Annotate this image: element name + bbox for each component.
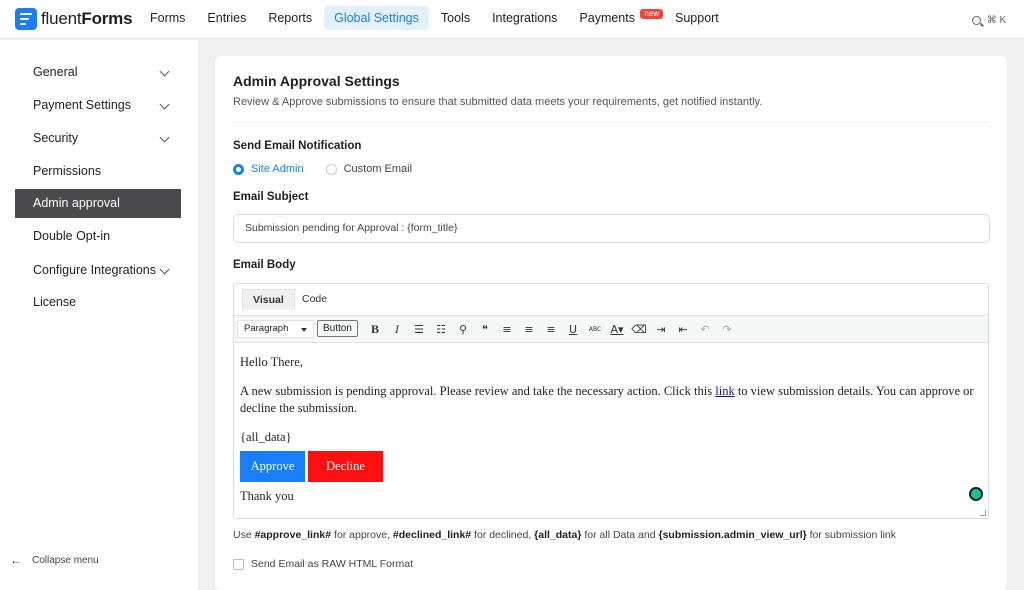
- bullet-list-icon[interactable]: ☰: [414, 322, 424, 336]
- chevron-down-icon: [160, 100, 170, 110]
- sidebar-item-label: Permissions: [33, 164, 102, 178]
- insert-button-button[interactable]: Button: [317, 320, 358, 337]
- sidebar-item-label: License: [33, 295, 77, 309]
- blockquote-icon[interactable]: ❝: [482, 322, 488, 336]
- sidebar-item-label: Payment Settings: [33, 98, 131, 112]
- underline-icon[interactable]: U: [568, 322, 578, 336]
- notification-radio-group: [233, 163, 434, 175]
- greeting-text: Hello There,: [240, 355, 303, 369]
- numbered-list-icon[interactable]: ☷: [436, 322, 446, 336]
- nav-payments-label: Payments: [579, 11, 635, 25]
- approval-buttons: [240, 451, 982, 482]
- editor-tabs: [234, 284, 988, 314]
- page-description: Review & Approve submissions to ensure that submitted data meets your requirements, get notified instantly.: [233, 96, 763, 108]
- approve-button[interactable]: Approve: [240, 451, 305, 482]
- sidebar-item-payment-settings[interactable]: [15, 91, 181, 120]
- collapse-menu-button[interactable]: [10, 553, 99, 567]
- sidebar-item-configure-integrations[interactable]: [15, 256, 181, 285]
- raw-html-label[interactable]: Send Email as RAW HTML Format: [251, 558, 414, 570]
- format-select[interactable]: Paragraph: [237, 320, 314, 338]
- grammarly-icon[interactable]: [969, 487, 983, 501]
- sidebar-item-label: Double Opt-in: [33, 229, 111, 243]
- decline-button[interactable]: Decline: [308, 451, 383, 482]
- strikethrough-icon[interactable]: ABC: [588, 325, 602, 333]
- fluentforms-logo-icon: [15, 8, 37, 30]
- custom-email-radio[interactable]: [326, 164, 337, 175]
- site-admin-radio[interactable]: [233, 164, 244, 175]
- brand-name: fluentForms: [41, 9, 133, 28]
- sidebar-item-label: General: [33, 65, 78, 79]
- sidebar-item-label: Admin approval: [33, 196, 120, 210]
- raw-html-option[interactable]: [233, 558, 413, 570]
- search-icon: [972, 16, 981, 25]
- sidebar-item-security[interactable]: [15, 124, 181, 153]
- site-admin-radio-label[interactable]: Site Admin: [251, 163, 304, 175]
- page-title: Admin Approval Settings: [233, 73, 400, 89]
- fluentforms-logo[interactable]: [15, 8, 132, 30]
- nav-tools[interactable]: Tools: [440, 11, 471, 25]
- resize-handle-icon[interactable]: [980, 510, 986, 516]
- top-navigation-bar: [0, 0, 1024, 39]
- clear-format-icon[interactable]: ⌫: [631, 322, 647, 336]
- undo-icon[interactable]: ↶: [700, 322, 710, 336]
- nav-global-settings[interactable]: Global Settings: [324, 6, 429, 30]
- sidebar-item-permissions[interactable]: [15, 157, 181, 186]
- notification-label: Send Email Notification: [233, 140, 362, 152]
- toolbar-icons: [364, 316, 738, 342]
- sidebar-item-label: Security: [33, 131, 79, 145]
- chevron-down-icon: [160, 133, 170, 143]
- italic-icon[interactable]: I: [395, 321, 399, 336]
- tab-code[interactable]: Code: [302, 293, 328, 305]
- arrow-left-icon: ←: [10, 553, 22, 567]
- email-body-label: Email Body: [233, 259, 296, 271]
- chevron-down-icon: [160, 67, 170, 77]
- collapse-menu-label: Collapse menu: [32, 554, 99, 566]
- text-color-icon[interactable]: A▾: [610, 322, 624, 336]
- chevron-down-icon: [160, 265, 170, 275]
- align-left-icon[interactable]: ≡: [502, 322, 512, 336]
- body-paragraph: A new submission is pending approval. Please review and take the necessary action. Click this link to view submission details. You can approve or decline the submission.: [240, 384, 974, 415]
- tab-visual[interactable]: Visual: [242, 289, 295, 310]
- sidebar-item-admin-approval[interactable]: [15, 189, 181, 218]
- sidebar-item-license[interactable]: [15, 288, 181, 317]
- submission-link[interactable]: link: [715, 384, 735, 398]
- email-subject-label: Email Subject: [233, 191, 309, 203]
- search-shortcut: ⌘ K: [986, 14, 1007, 26]
- align-right-icon[interactable]: ≡: [546, 322, 556, 336]
- outdent-icon[interactable]: ⇤: [678, 322, 688, 336]
- editor-content[interactable]: [234, 344, 988, 518]
- nav-payments[interactable]: [569, 6, 659, 30]
- sidebar-item-label: Configure Integrations: [33, 263, 156, 277]
- nav-support[interactable]: Support: [675, 11, 719, 25]
- email-subject-input[interactable]: Submission pending for Approval : {form_title}: [233, 214, 990, 243]
- redo-icon[interactable]: ↷: [722, 322, 732, 336]
- sidebar-item-general[interactable]: [15, 58, 181, 87]
- align-center-icon[interactable]: ≡: [524, 322, 534, 336]
- editor-toolbar: [234, 315, 988, 343]
- bold-icon[interactable]: B: [370, 321, 379, 336]
- raw-html-checkbox[interactable]: [233, 559, 244, 570]
- shortcode-hint: Use #approve_link# for approve, #declined_link# for declined, {all_data} for all Data and {submission.admin_view_url} for submission link: [233, 529, 896, 541]
- new-badge: new: [640, 9, 663, 19]
- custom-email-radio-label[interactable]: Custom Email: [343, 163, 413, 175]
- nav-entries[interactable]: Entries: [207, 11, 247, 25]
- settings-sidebar: [0, 40, 198, 590]
- nav-integrations[interactable]: Integrations: [492, 11, 558, 25]
- indent-icon[interactable]: ⇥: [656, 322, 666, 336]
- admin-approval-settings-panel: [215, 56, 1007, 590]
- nav-reports[interactable]: Reports: [268, 11, 313, 25]
- all-data-placeholder: {all_data}: [240, 430, 292, 444]
- sidebar-item-double-opt-in[interactable]: [15, 222, 181, 251]
- link-icon[interactable]: ⚲: [458, 322, 468, 336]
- search-button[interactable]: [968, 9, 1010, 31]
- closing-text: Thank you: [240, 489, 294, 503]
- divider: [233, 122, 989, 123]
- main-nav: [140, 6, 731, 30]
- nav-forms[interactable]: Forms: [150, 11, 186, 25]
- email-body-editor: [233, 283, 989, 519]
